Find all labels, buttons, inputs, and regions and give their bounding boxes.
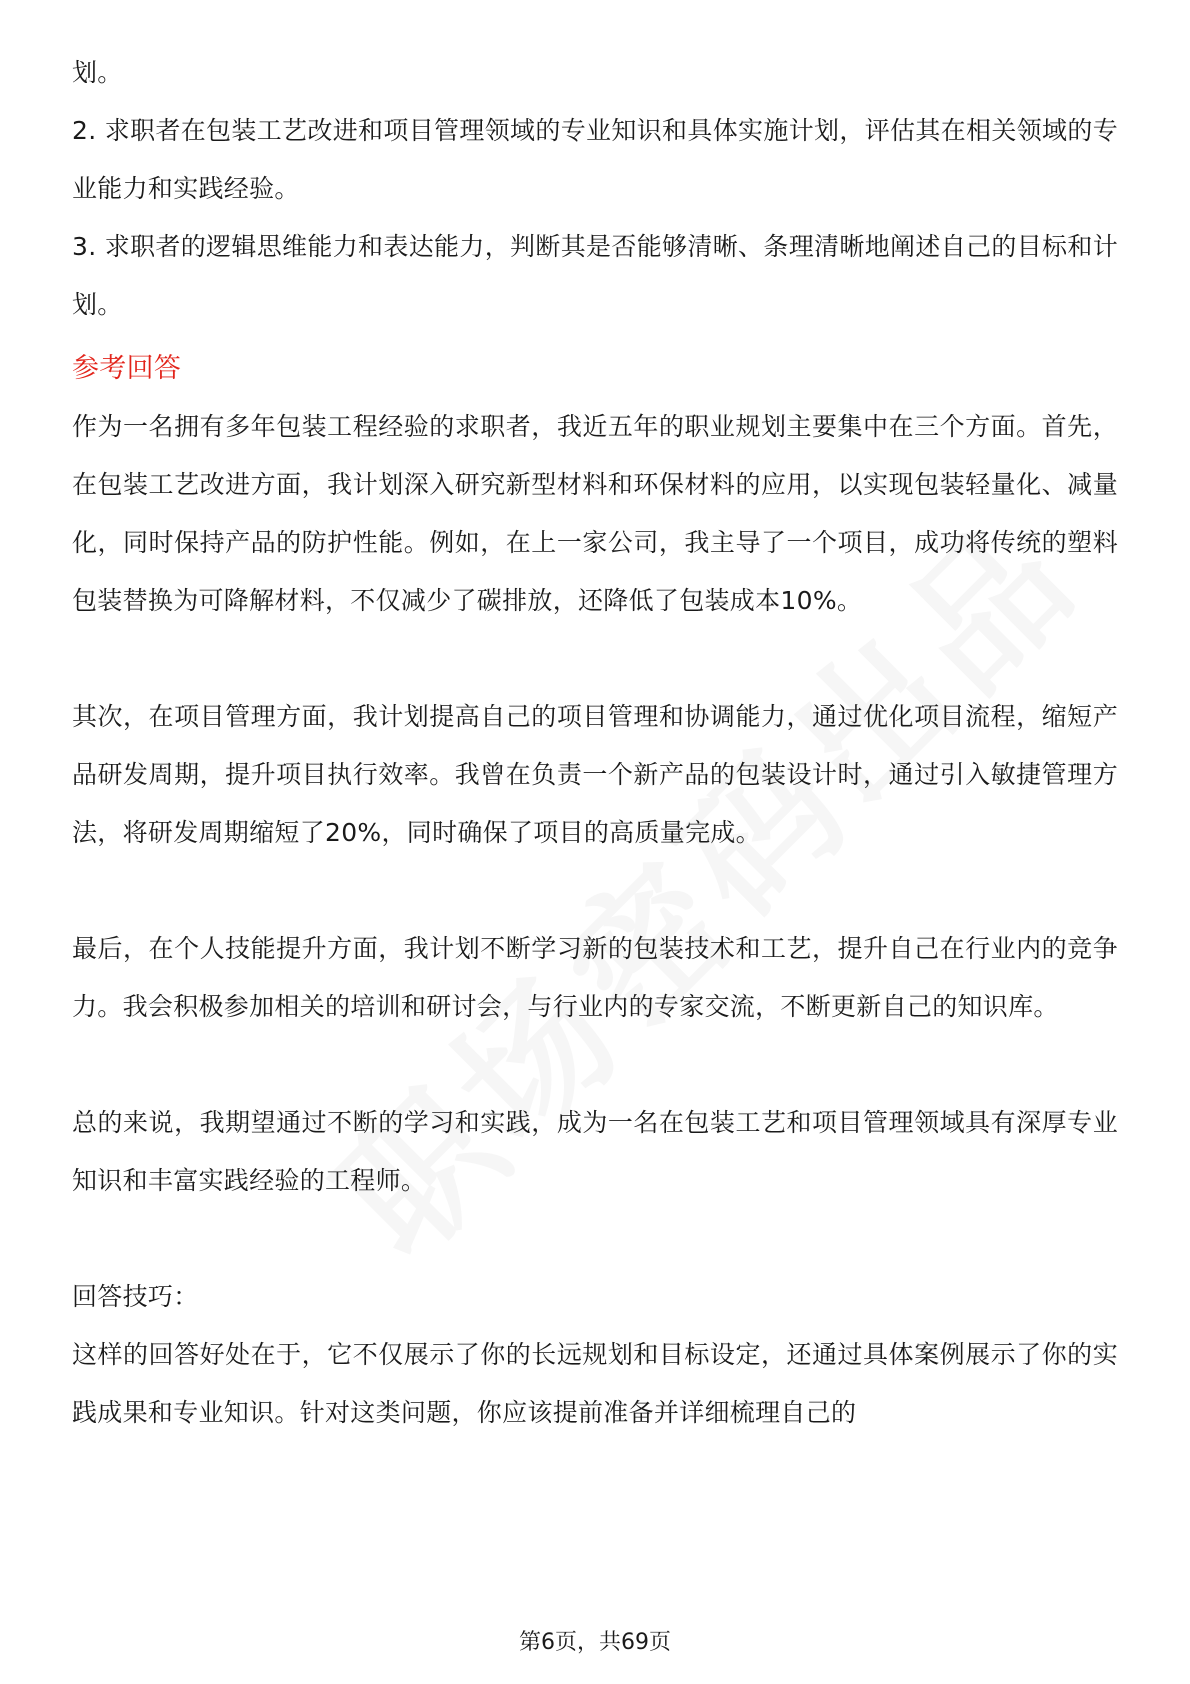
evaluation-point-2: 2. 求职者在包装工艺改进和项目管理领域的专业知识和具体实施计划，评估其在相关领域的专业能力和实践经验。 <box>72 116 1118 203</box>
paragraph-spacer <box>72 1210 1118 1268</box>
answer-paragraph-4: 总的来说，我期望通过不断的学习和实践，成为一名在包装工艺和项目管理领域具有深厚专业知识和丰富实践经验的工程师。 <box>72 1108 1118 1195</box>
paragraph-spacer <box>72 1036 1118 1094</box>
paragraph-spacer <box>72 630 1118 688</box>
paragraph-spacer <box>72 862 1118 920</box>
answer-paragraph-1: 作为一名拥有多年包装工程经验的求职者，我近五年的职业规划主要集中在三个方面。首先，在包装工艺改进方面，我计划深入研究新型材料和环保材料的应用，以实现包装轻量化、减量化，同时保持产品的防护性能。例如，在上一家公司，我主导了一个项目，成功将传统的塑料包装替换为可降解材料，不仅减少了碳排放，还降低了包装成本10%。 <box>72 412 1118 615</box>
page-number-footer: 第6页，共69页 <box>519 1630 671 1655</box>
tips-paragraph-1: 这样的回答好处在于，它不仅展示了你的长远规划和目标设定，还通过具体案例展示了你的实践成果和专业知识。针对这类问题，你应该提前准备并详细梳理自己的 <box>72 1340 1118 1427</box>
continued-line: 划。 <box>72 58 123 87</box>
page-content <box>72 44 1118 1442</box>
tips-heading: 回答技巧： <box>72 1282 199 1311</box>
answer-paragraph-2: 其次，在项目管理方面，我计划提高自己的项目管理和协调能力，通过优化项目流程，缩短产品研发周期，提升项目执行效率。我曾在负责一个新产品的包装设计时，通过引入敏捷管理方法，将研发周期缩短了20%，同时确保了项目的高质量完成。 <box>72 702 1118 847</box>
reference-answer-heading: 参考回答 <box>72 353 182 384</box>
evaluation-point-3: 3. 求职者的逻辑思维能力和表达能力，判断其是否能够清晰、条理清晰地阐述自己的目标和计划。 <box>72 232 1118 319</box>
answer-paragraph-3: 最后，在个人技能提升方面，我计划不断学习新的包装技术和工艺，提升自己在行业内的竞争力。我会积极参加相关的培训和研讨会，与行业内的专家交流，不断更新自己的知识库。 <box>72 934 1118 1021</box>
